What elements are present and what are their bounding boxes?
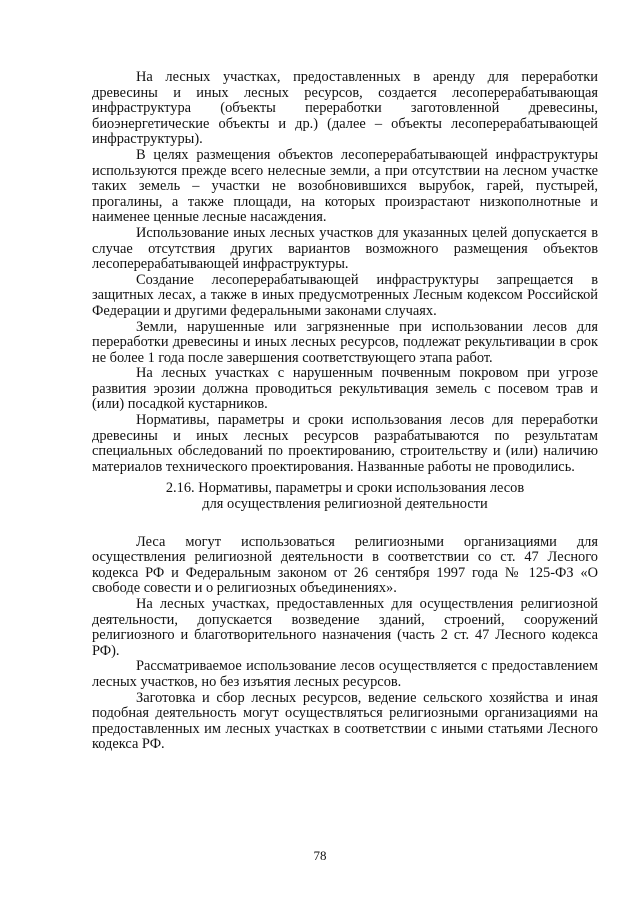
paragraph: Заготовка и сбор лесных ресурсов, ведение сельского хозяйства и иная подобная деятельность могут осуществляться религиозными организациями на предоставленных им лесных участках в соответствии с иными статьями Лесного кодекса РФ. — [92, 689, 598, 753]
page-number: 78 — [313, 848, 327, 863]
paragraph: Создание лесоперерабатывающей инфраструктуры запрещается в защитных лесах, а также в иных предусмотренных Лесным кодексом Российской Федерации и другими федеральными законами случаях. — [92, 271, 598, 319]
document-page — [92, 70, 598, 753]
section-heading — [92, 475, 598, 512]
paragraph: На лесных участках, предоставленных в аренду для переработки древесины и иных лесных ресурсов, создается лесоперерабатывающая инфраструктура (объекты переработки заготовленной древесины, биоэнергетические объекты и др.) (далее – объекты лесоперерабатывающей инфраструктуры). — [92, 69, 598, 148]
paragraph: На лесных участках, предоставленных для осуществления религиозной деятельности, допускается возведение зданий, строений, сооружений религиозного и благотворительного назначения (часть 2 ст. 47 Лесного кодекса РФ). — [92, 596, 598, 659]
paragraph: Рассматриваемое использование лесов осуществляется с предоставлением лесных участков, но без изъятия лесных ресурсов. — [92, 658, 598, 690]
paragraph: Использование иных лесных участков для указанных целей допускается в случае отсутствия других вариантов возможного размещения объектов лесоперерабатывающей инфраструктуры. — [92, 224, 598, 273]
paragraph: Нормативы, параметры и сроки использования лесов для переработки древесины и иных лесных ресурсов разрабатываются по результатам специальных обследований по проектированию, строительству и (или) наличию материалов технического проектирования. Названные работы не проводились. — [92, 412, 598, 475]
paragraph: Земли, нарушенные или загрязненные при использовании лесов для переработки древесины и иных лесных ресурсов, подлежат рекультивации в срок не более 1 года после завершения соответствующего этапа работ. — [92, 318, 598, 366]
paragraph: Леса могут использоваться религиозными организациями для осуществления религиозной деятельности в соответствии со ст. 47 Лесного кодекса РФ и Федеральным законом от 26 сентября 1997 года № 125-ФЗ «О свободе совести и о религиозных объединениях». — [92, 533, 598, 597]
section-heading-line-1: 2.16. Нормативы, параметры и сроки использования лесов — [165, 480, 525, 497]
spacer — [92, 513, 598, 535]
paragraph: На лесных участках с нарушенным почвенным покровом при угрозе развития эрозии должна проводиться рекультивация земель с посевом трав и (или) посадкой кустарников. — [92, 365, 598, 413]
paragraph: В целях размещения объектов лесоперерабатывающей инфраструктуры используются прежде всего нелесные земли, а при отсутствии на лесном участке таких земель – участки не возобновившихся вырубок, гарей, пустырей, прогалины, а также площади, на которых произрастают низкополнотные и наименее ценные лесные насаждения. — [92, 146, 598, 226]
section-heading-line-2: для осуществления религиозной деятельности — [202, 496, 488, 513]
